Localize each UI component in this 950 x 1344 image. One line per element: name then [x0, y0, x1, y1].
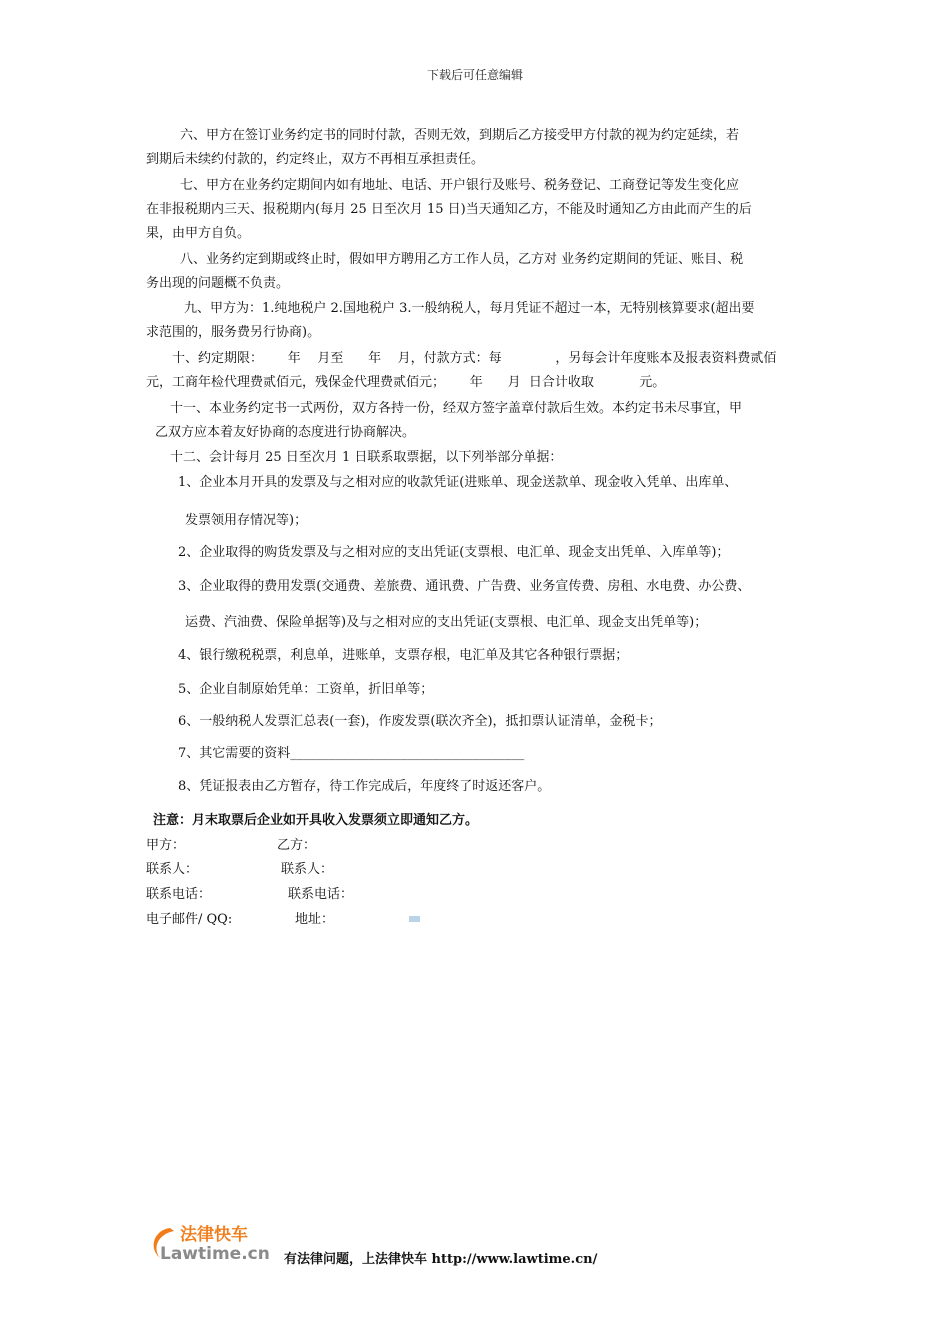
clause-10-line-2: 元，工商年检代理费贰佰元，残保金代理费贰佰元； 年 月 日合计收取 元。 — [146, 375, 666, 390]
item-4: 4、银行缴税税票，利息单，进账单，支票存根，电汇单及其它各种银行票据； — [178, 648, 629, 663]
item-8: 8、凭证报表由乙方暂存，待工作完成后，年度终了时返还客户。 — [178, 779, 551, 794]
clause-11-line-1: 十一、本业务约定书一式两份，双方各持一份，经双方签字盖章付款后生效。本约定书未尽事宜，甲 — [170, 401, 743, 416]
clause-9-line-1: 九、甲方为：1.纯地税户 2.国地税户 3.一般纳税人，每月凭证不超过一本，无特别核算要求(超出要 — [184, 301, 755, 316]
contact-b-label: 联系人： — [281, 862, 334, 877]
clause-8-line-1: 八、业务约定到期或终止时，假如甲方聘用乙方工作人员，乙方对 业务约定期间的凭证、账目、税 — [180, 252, 744, 267]
logo-cn-text: 法律快车 — [180, 1225, 248, 1245]
footer-slogan-link[interactable]: 有法律问题，上法律快车 http://www.lawtime.cn/ — [284, 1252, 598, 1267]
clause-12-intro: 十二、会计每月 25 日至次月 1 日联系取票据，以下列举部分单据： — [170, 450, 563, 465]
page-header-note: 下载后可任意编辑 — [426, 68, 523, 82]
item-5: 5、企业自制原始凭单：工资单，折旧单等； — [178, 682, 434, 697]
clause-9-line-2: 求范围的，服务费另行协商)。 — [146, 325, 321, 340]
clause-7-line-1: 七、甲方在业务约定期间内如有地址、电话、开户银行及账号、税务登记、工商登记等发生变化应 — [180, 178, 740, 193]
item-6: 6、一般纳税人发票汇总表(一套)，作废发票(联次齐全)，抵扣票认证清单，金税卡； — [178, 714, 662, 729]
party-b-label: 乙方： — [277, 838, 317, 853]
clause-8-line-2: 务出现的问题概不负责。 — [146, 276, 290, 291]
notice: 注意：月末取票后企业如开具收入发票须立即通知乙方。 — [153, 813, 479, 828]
clause-6-line-2: 到期后未续约付款的，约定终止，双方不再相互承担责任。 — [146, 152, 485, 167]
item-7: 7、其它需要的资料____________________________________ — [178, 746, 525, 761]
item-1-line-1: 1、企业本月开具的发票及与之相对应的收款凭证(进账单、现金送款单、现金收入凭单、出库单、 — [178, 475, 738, 490]
phone-b-label: 联系电话： — [288, 887, 354, 902]
phone-a-label: 联系电话： — [146, 887, 212, 902]
item-2: 2、企业取得的购货发票及与之相对应的支出凭证(支票根、电汇单、现金支出凭单、入库单等)； — [178, 545, 730, 560]
email-a-label: 电子邮件/ QQ: — [146, 912, 233, 927]
address-b-label: 地址： — [295, 912, 335, 927]
item-3-line-2: 运费、汽油费、保险单据等)及与之相对应的支出凭证(支票根、电汇单、现金支出凭单等)； — [185, 615, 708, 630]
clause-7-line-3: 果，由甲方自负。 — [146, 226, 251, 241]
clause-7-line-2: 在非报税期内三天、报税期内(每月 25 日至次月 15 日)当天通知乙方，不能及时通知乙方由此而产生的后 — [146, 202, 752, 217]
contact-a-label: 联系人： — [146, 862, 199, 877]
party-a-label: 甲方： — [146, 838, 186, 853]
clause-6-line-1: 六、甲方在签订业务约定书的同时付款，否则无效，到期后乙方接受甲方付款的视为约定延续，若 — [180, 128, 740, 143]
lawtime-logo[interactable] — [146, 1222, 282, 1264]
highlight-marker — [409, 916, 420, 922]
logo-en-text: Lawtime.cn — [160, 1244, 270, 1264]
clause-10-line-1: 十、约定期限： 年 月至 年 月，付款方式：每 ，另每会计年度账本及报表资料费贰佰 — [172, 351, 777, 366]
item-1-line-2: 发票领用存情况等)； — [185, 513, 308, 528]
item-3-line-1: 3、企业取得的费用发票(交通费、差旅费、通讯费、广告费、业务宣传费、房租、水电费、办公费、 — [178, 579, 751, 594]
clause-11-line-2: 乙双方应本着友好协商的态度进行协商解决。 — [155, 425, 416, 440]
